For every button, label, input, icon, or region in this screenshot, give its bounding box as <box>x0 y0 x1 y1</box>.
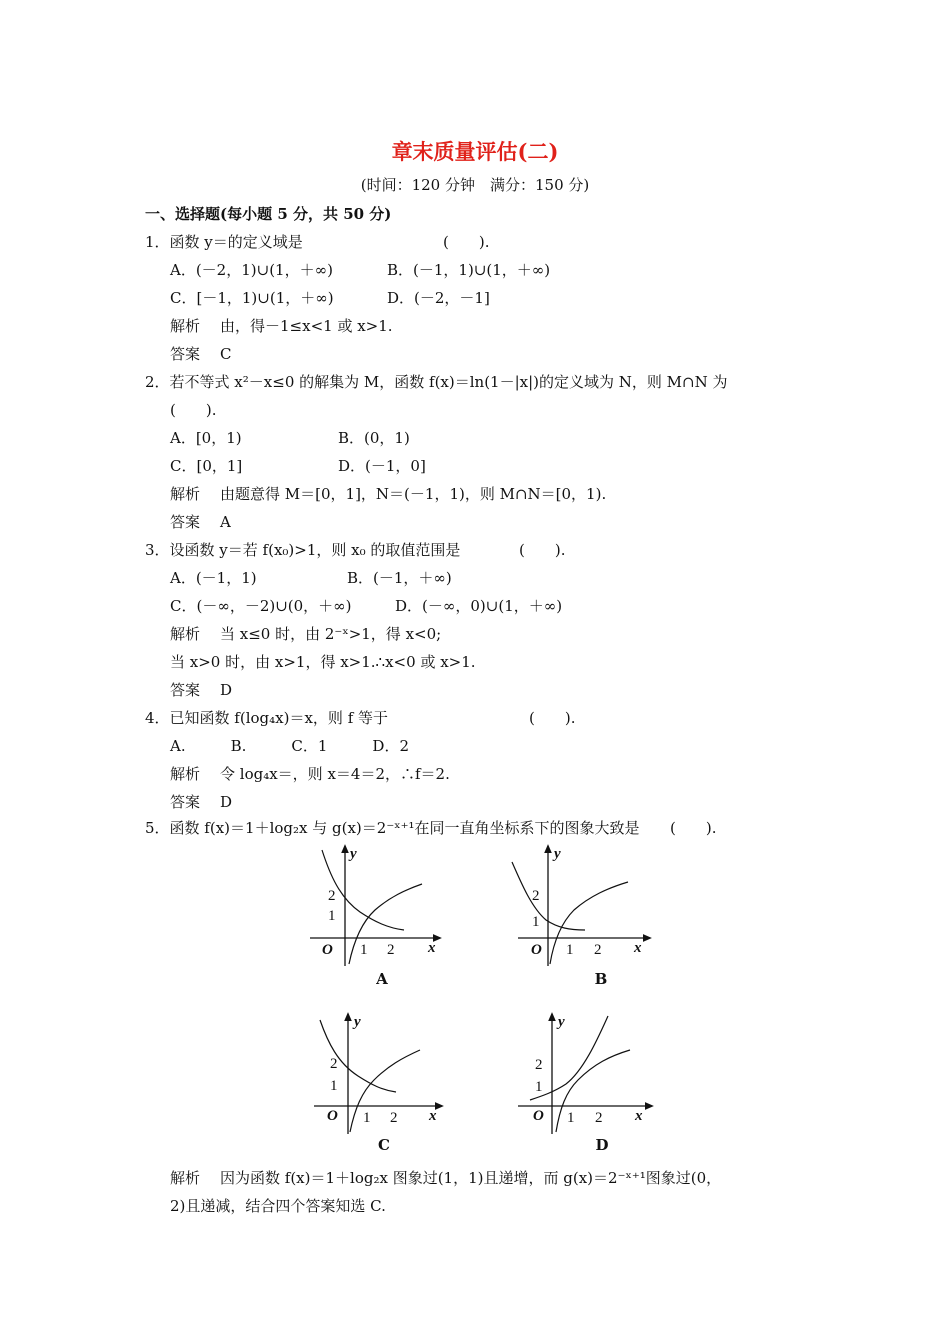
graph-b-label: B <box>594 970 608 988</box>
q3-option-a: A．(－1，1) <box>170 569 257 587</box>
q4-analysis-label: 解析 <box>170 765 201 783</box>
q4-stem: 4．已知函数 f(log₄x)＝x，则 f 等于 <box>145 709 389 727</box>
graph-b <box>510 840 660 968</box>
origin-label: O <box>327 1108 338 1124</box>
q1-analysis: 由，得－1≤x<1 或 x>1. <box>220 317 393 335</box>
q2-option-c: C．[0，1] <box>170 457 243 475</box>
q2-answer: A <box>220 513 231 531</box>
q2-analysis-label: 解析 <box>170 485 201 503</box>
q1-option-a: A．(－2，1)∪(1，＋∞) <box>170 261 333 279</box>
tick-x-2: 2 <box>594 942 602 958</box>
origin-label: O <box>322 942 333 958</box>
q1-option-c: C．[－1，1)∪(1，＋∞) <box>170 289 334 307</box>
y-axis-label: y <box>558 1014 565 1030</box>
graph-c <box>300 1008 450 1136</box>
q1-stem: 1．函数 y＝的定义域是 <box>145 233 303 251</box>
q3-answer-paren: ( ). <box>519 541 566 559</box>
q3-answer-label: 答案 <box>170 681 201 699</box>
tick-y-1: 1 <box>328 908 336 924</box>
tick-y-2: 2 <box>328 888 336 904</box>
q5-analysis: 因为函数 f(x)＝1＋log₂x 图象过(1，1)且递增，而 g(x)＝2⁻ˣ⁺¹图象过(0， <box>220 1169 722 1187</box>
q5-analysis-label: 解析 <box>170 1169 201 1187</box>
q3-option-c: C．(－∞，－2)∪(0，＋∞) <box>170 597 352 615</box>
y-axis-label: y <box>354 1014 361 1030</box>
tick-x-1: 1 <box>567 1110 575 1126</box>
section-heading: 一、选择题(每小题 5 分，共 50 分) <box>145 205 392 223</box>
x-axis-label: x <box>634 940 642 956</box>
origin-label: O <box>533 1108 544 1124</box>
q3-analysis: 当 x≤0 时，由 2⁻ˣ>1，得 x<0; <box>220 625 442 643</box>
graph-a <box>300 840 450 968</box>
q3-stem: 3．设函数 y＝若 f(x₀)>1，则 x₀ 的取值范围是 <box>145 541 461 559</box>
tick-x-2: 2 <box>390 1110 398 1126</box>
q2-answer-paren: ( ). <box>170 401 217 419</box>
q3-analysis-label: 解析 <box>170 625 201 643</box>
q1-analysis-label: 解析 <box>170 317 201 335</box>
q3-option-b: B．(－1，＋∞) <box>347 569 452 587</box>
q1-option-d: D．(－2，－1] <box>387 289 490 307</box>
q3-answer: D <box>220 681 233 699</box>
tick-y-1: 1 <box>535 1079 543 1095</box>
tick-y-2: 2 <box>535 1057 543 1073</box>
graph-a-label: A <box>376 970 388 988</box>
q2-analysis: 由题意得 M＝[0，1]，N＝(－1，1)，则 M∩N＝[0，1). <box>220 485 607 503</box>
q2-option-b: B．(0，1) <box>338 429 410 447</box>
q4-analysis: 令 log₄x＝，则 x＝4＝2，∴f＝2. <box>220 765 450 783</box>
curve-increasing <box>350 1050 420 1132</box>
q3-option-d: D．(－∞，0)∪(1，＋∞) <box>395 597 563 615</box>
curve-increasing <box>550 882 628 964</box>
q2-stem: 2．若不等式 x²－x≤0 的解集为 M，函数 f(x)＝ln(1－|x|)的定义域为 N，则 M∩N 为 <box>145 373 728 391</box>
q4-options: A. B. C．1 D．2 <box>170 737 409 755</box>
q5-stem: 5．函数 f(x)＝1＋log₂x 与 g(x)＝2⁻ˣ⁺¹在同一直角坐标系下的图象大致是 <box>145 819 640 837</box>
tick-y-1: 1 <box>532 914 540 930</box>
exam-info: (时间：120 分钟 满分：150 分) <box>360 176 590 194</box>
q1-answer-paren: ( ). <box>443 233 490 251</box>
x-axis-label: x <box>428 940 436 956</box>
origin-label: O <box>531 942 542 958</box>
q5-analysis-cont: 2)且递减，结合四个答案知选 C. <box>170 1197 386 1215</box>
q4-answer-paren: ( ). <box>529 709 576 727</box>
q1-answer: C <box>220 345 232 363</box>
q5-answer-paren: ( ). <box>670 819 717 837</box>
q4-answer-label: 答案 <box>170 793 201 811</box>
tick-x-2: 2 <box>387 942 395 958</box>
tick-y-1: 1 <box>330 1078 338 1094</box>
tick-x-2: 2 <box>595 1110 603 1126</box>
tick-x-1: 1 <box>566 942 574 958</box>
graph-d-label: D <box>595 1136 609 1154</box>
q3-analysis-cont: 当 x>0 时，由 x>1，得 x>1.∴x<0 或 x>1. <box>170 653 476 671</box>
y-axis-label: y <box>350 846 357 862</box>
q2-option-a: A．[0，1) <box>170 429 242 447</box>
tick-x-1: 1 <box>360 942 368 958</box>
q1-option-b: B．(－1，1)∪(1，＋∞) <box>387 261 551 279</box>
q1-answer-label: 答案 <box>170 345 201 363</box>
page-title: 章末质量评估(二) <box>391 139 559 164</box>
q4-answer: D <box>220 793 233 811</box>
tick-x-1: 1 <box>363 1110 371 1126</box>
q2-option-d: D．(－1，0] <box>338 457 426 475</box>
tick-y-2: 2 <box>532 888 540 904</box>
x-axis-label: x <box>429 1108 437 1124</box>
graph-c-label: C <box>378 1136 390 1154</box>
tick-y-2: 2 <box>330 1056 338 1072</box>
x-axis-label: x <box>635 1108 643 1124</box>
q2-answer-label: 答案 <box>170 513 201 531</box>
graph-d <box>512 1008 662 1136</box>
y-axis-label: y <box>554 846 561 862</box>
